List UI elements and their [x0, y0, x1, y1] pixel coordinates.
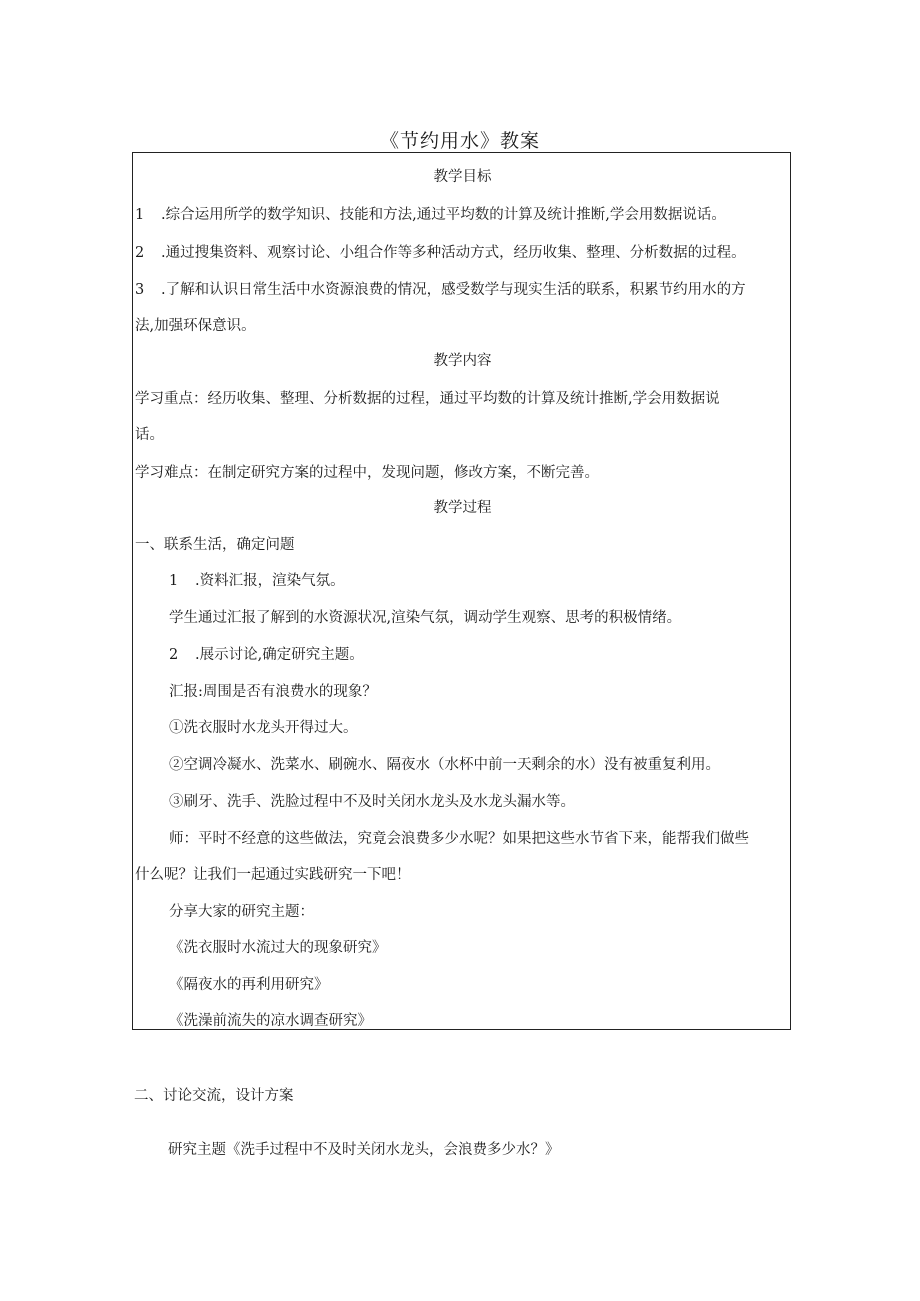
goal-item-1 [135, 205, 726, 225]
document-title: 《节约用水》教案 [379, 130, 540, 152]
report-question: 汇报:周围是否有浪费水的现象？ [169, 684, 377, 700]
goal-text: .通过搜集资料、观察讨论、小组合作等多种活动方式，经历收集、整理、分析数据的过程。 [161, 245, 746, 261]
process-heading: 教学过程 [433, 500, 492, 516]
goal-number: 2 [135, 245, 145, 261]
goal-text: .综合运用所学的数学知识、技能和方法,通过平均数的计算及统计推断,学会用数据说话。 [161, 207, 726, 223]
teacher-line-2: 什么呢？让我们一起通过实践研究一下吧！ [135, 867, 411, 883]
case-item-2: ②空调冷凝水、洗菜水、刷碗水、隔夜水（水杯中前一天剩余的水）没有被重复利用。 [169, 757, 720, 773]
case-item-3: ③刷牙、洗手、洗脸过程中不及时关闭水龙头及水龙头漏水等。 [169, 794, 575, 810]
goal-text: .了解和认识日常生活中水资源浪费的情况，感受数学与现实生活的联系，积累节约用水的方 [161, 282, 746, 298]
step-text: .展示讨论,确定研究主题。 [195, 647, 364, 663]
step-1-description: 学生通过汇报了解到的水资源状况,渲染气氛，调动学生观察、思考的积极情绪。 [169, 610, 682, 626]
goal-item-2 [135, 243, 746, 263]
step-text: .资料汇报，渲染气氛。 [195, 573, 345, 589]
step-2 [169, 645, 364, 665]
step-number: 1 [169, 573, 179, 589]
section-1-heading: 一、联系生活，确定问题 [135, 537, 295, 553]
goal-number: 3 [135, 282, 145, 298]
topic-item-1: 《洗衣服时水流过大的现象研究》 [169, 940, 387, 956]
teacher-line-1: 师：平时不经意的这些做法，究竟会浪费多少水呢？如果把这些水节省下来，能帮我们做些 [169, 831, 749, 847]
share-topics-label: 分享大家的研究主题： [169, 904, 314, 920]
goals-heading: 教学目标 [433, 169, 492, 185]
topic-item-3: 《洗澡前流失的凉水调查研究》 [169, 1013, 372, 1029]
topic-item-2: 《隔夜水的再利用研究》 [169, 977, 329, 993]
lesson-plan-table [132, 152, 791, 1030]
difficulty-line: 学习难点：在制定研究方案的过程中，发现问题，修改方案，不断完善。 [135, 465, 599, 481]
goal-number: 1 [135, 207, 145, 223]
section-2-heading: 二、讨论交流，设计方案 [134, 1088, 294, 1104]
key-point-line-2: 话。 [135, 427, 164, 443]
key-point-line-1: 学习重点：经历收集、整理、分析数据的过程，通过平均数的计算及统计推断,学会用数据说 [135, 391, 720, 407]
step-1 [169, 571, 345, 591]
content-heading: 教学内容 [433, 353, 492, 369]
case-item-1: ①洗衣服时水龙头开得过大。 [169, 720, 358, 736]
research-topic-line: 研究主题《洗手过程中不及时关闭水龙头，会浪费多少水？》 [168, 1142, 560, 1158]
goal-item-3-continued: 法,加强环保意识。 [135, 318, 256, 334]
goal-item-3 [135, 280, 746, 300]
step-number: 2 [169, 647, 179, 663]
